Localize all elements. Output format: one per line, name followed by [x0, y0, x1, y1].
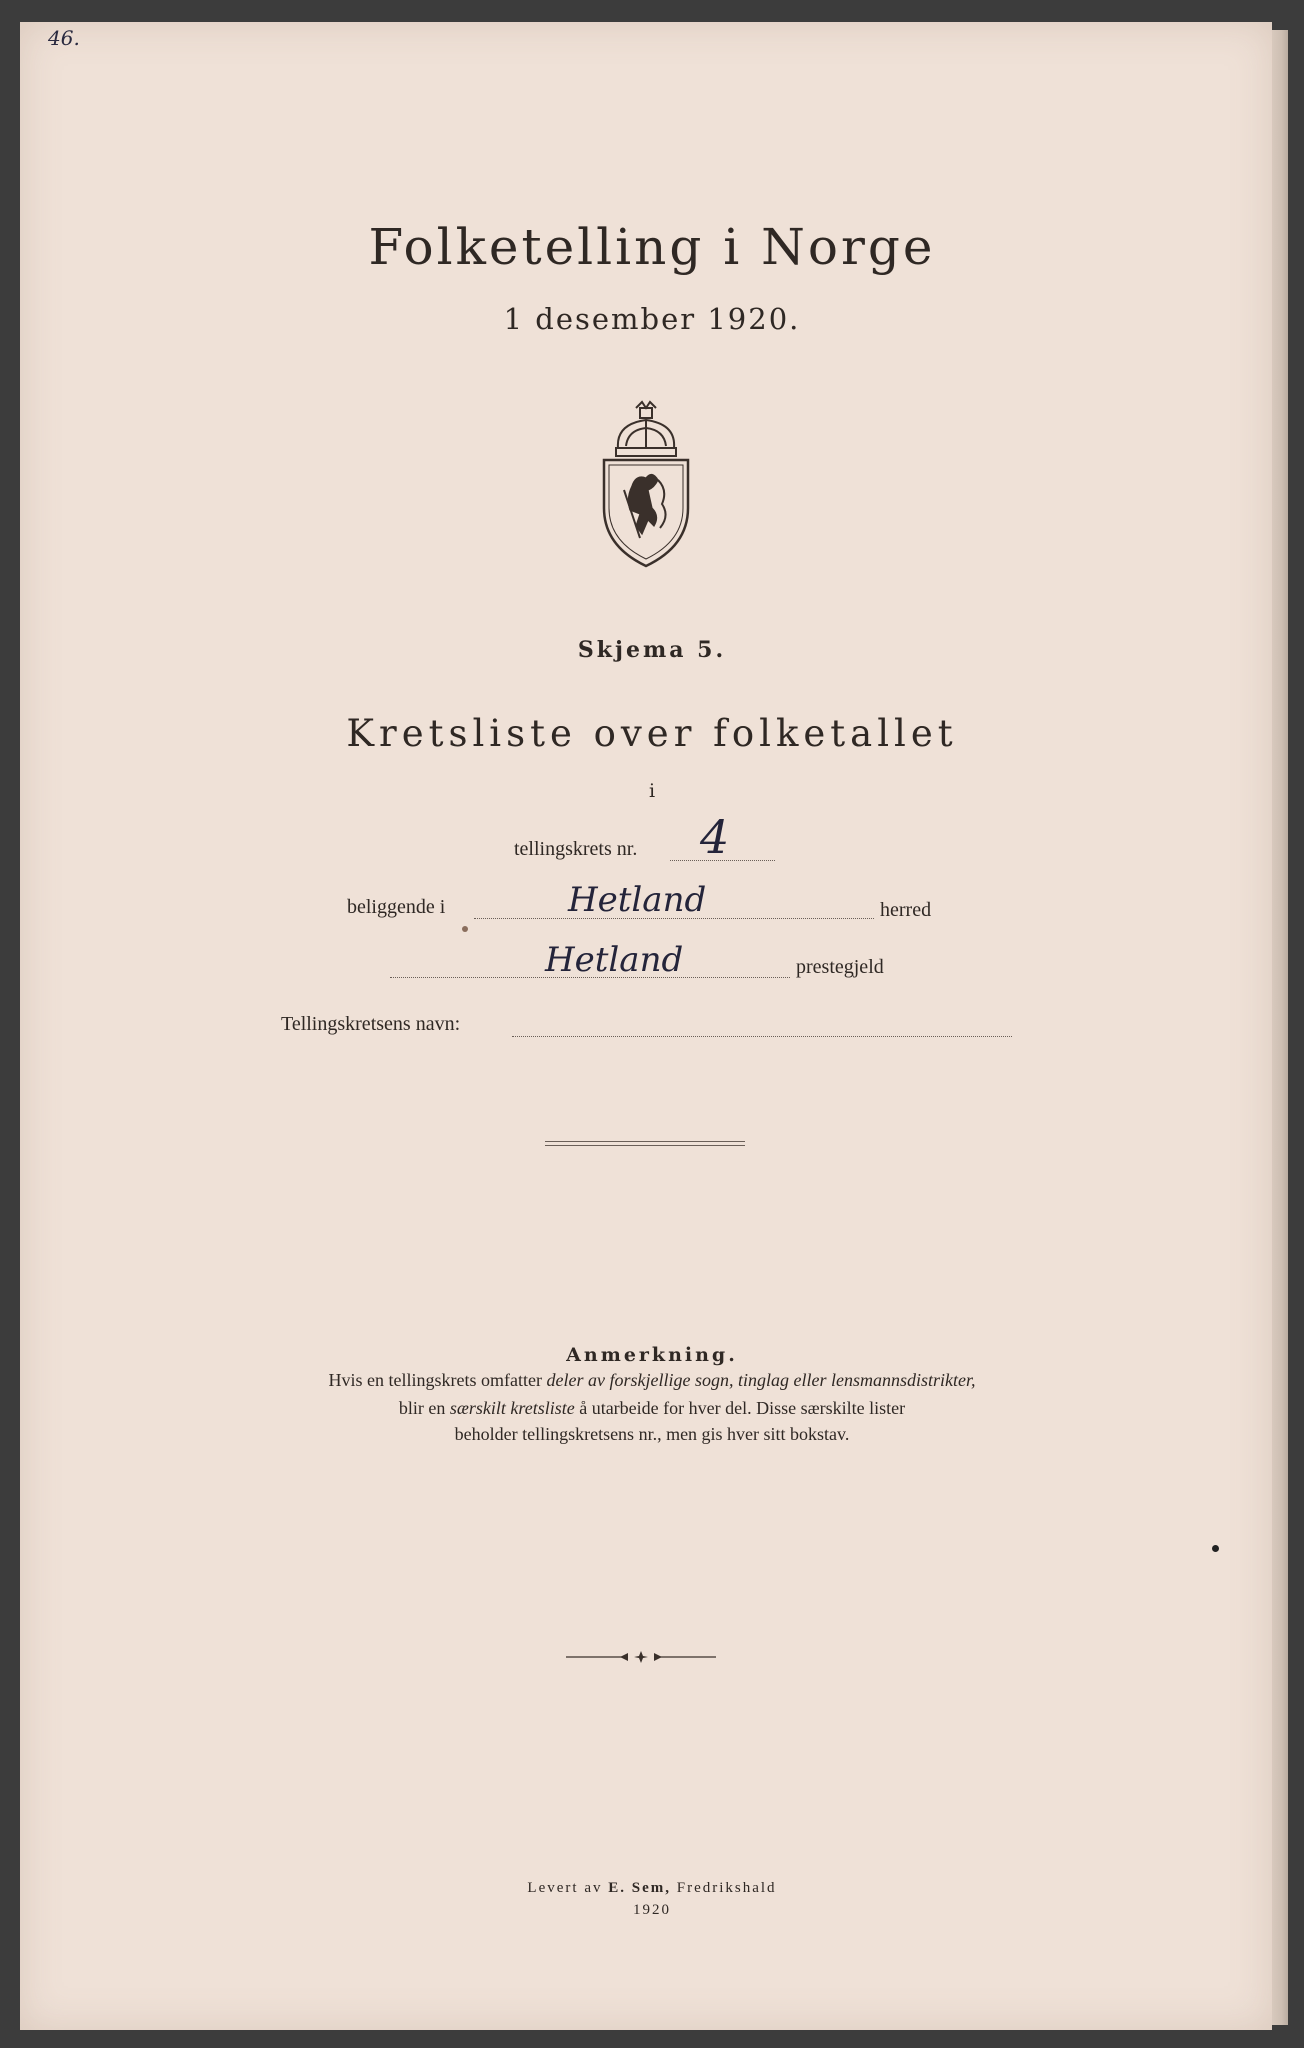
beliggende-label: beliggende i: [347, 896, 446, 918]
connector-word: i: [648, 780, 656, 802]
ornament-divider-icon: [566, 1650, 716, 1664]
ink-dot: [1212, 1545, 1219, 1552]
note-line-3: beholder tellingskretsens nr., men gis hver sitt bokstav.: [454, 1424, 850, 1444]
corner-page-number: 46.: [48, 26, 80, 50]
ink-speck: [462, 926, 468, 932]
separator-rule-top: [545, 1141, 745, 1142]
navn-label: Tellingskretsens navn:: [281, 1013, 461, 1035]
norway-lion-coat-of-arms-icon: [596, 398, 696, 568]
herred-label: herred: [880, 899, 932, 921]
census-date: 1 desember 1920.: [503, 302, 801, 336]
page-title: Folketelling i Norge: [368, 218, 936, 276]
printer-imprint: Levert av E. Sem, Fredrikshald: [527, 1880, 777, 1896]
note-title: Anmerkning.: [566, 1344, 738, 1366]
tellingskrets-number-field[interactable]: 4: [700, 810, 730, 864]
prestegjeld-label: prestegjeld: [796, 956, 884, 978]
prestegjeld-field[interactable]: Hetland: [545, 940, 684, 980]
note-line-1: Hvis en tellingskrets omfatter deler av forskjellige sogn, tinglag eller lensmannsdistrikter,: [328, 1370, 976, 1390]
print-year: 1920: [633, 1902, 671, 1918]
beliggende-herred-field[interactable]: Hetland: [568, 880, 707, 920]
schema-number: Skjema 5.: [577, 637, 727, 663]
form-heading: Kretsliste over folketallet: [346, 712, 958, 755]
separator-rule-bottom: [545, 1145, 745, 1146]
navn-line: [512, 1036, 1012, 1037]
tellingskrets-label: tellingskrets nr.: [514, 838, 638, 860]
note-line-2: blir en særskilt kretsliste å utarbeide for hver del. Disse særskilte lister: [398, 1398, 906, 1418]
